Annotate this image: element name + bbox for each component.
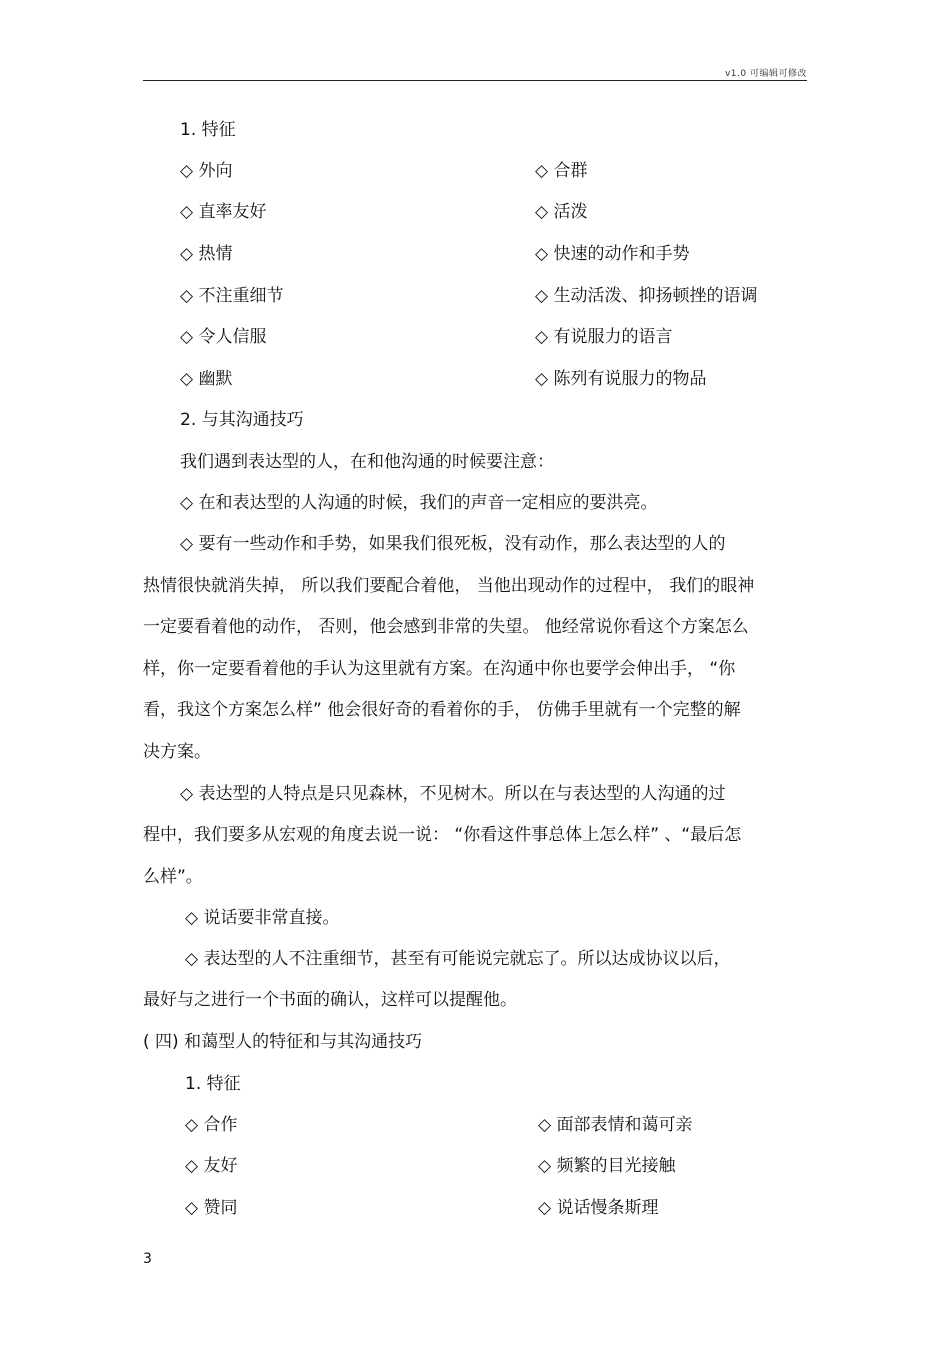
- paragraph-line: 热情很快就消失掉， 所以我们要配合着他， 当他出现动作的过程中， 我们的眼神: [143, 576, 755, 596]
- paragraph-line: 一定要看着他的动作， 否则，他会感到非常的失望。 他经常说你看这个方案怎么: [143, 617, 749, 637]
- trait-item: ◇ 快速的动作和手势: [535, 244, 690, 264]
- section-heading: ( 四) 和蔼型人的特征和与其沟通技巧: [143, 1032, 423, 1052]
- trait-item: ◇ 有说服力的语言: [535, 327, 673, 347]
- trait-item: ◇ 热情: [180, 244, 233, 264]
- trait-item: ◇ 生动活泼、抑扬顿挫的语调: [535, 286, 758, 306]
- trait-item: ◇ 幽默: [180, 369, 233, 389]
- trait-item: ◇ 令人信服: [180, 327, 267, 347]
- paragraph-line: 看，我这个方案怎么样” 他会很好奇的看着你的手， 仿佛手里就有一个完整的解: [143, 700, 741, 720]
- trait-item: ◇ 友好: [185, 1156, 238, 1176]
- paragraph-line: 我们遇到表达型的人，在和他沟通的时候要注意：: [180, 452, 554, 472]
- section-heading: 1. 特征: [180, 120, 236, 140]
- section-heading: 1. 特征: [185, 1074, 241, 1094]
- trait-item: ◇ 陈列有说服力的物品: [535, 369, 707, 389]
- header-rule: [143, 80, 807, 81]
- paragraph-line: 决方案。: [143, 742, 211, 762]
- tip-item: ◇ 说话要非常直接。: [185, 908, 340, 928]
- paragraph-line: 样，你一定要看着他的手认为这里就有方案。在沟通中你也要学会伸出手， “你: [143, 659, 736, 679]
- trait-item: ◇ 赞同: [185, 1198, 238, 1218]
- tip-item: ◇ 表达型的人不注重细节，甚至有可能说完就忘了。所以达成协议以后，: [185, 949, 731, 969]
- header-note: v1.0 可编辑可修改: [724, 69, 807, 79]
- tip-item: ◇ 表达型的人特点是只见森林，不见树木。所以在与表达型的人沟通的过: [180, 784, 726, 804]
- tip-item: ◇ 在和表达型的人沟通的时候，我们的声音一定相应的要洪亮。: [180, 493, 658, 513]
- trait-item: ◇ 面部表情和蔼可亲: [538, 1115, 693, 1135]
- paragraph-line: 最好与之进行一个书面的确认，这样可以提醒他。: [143, 990, 517, 1010]
- trait-item: ◇ 合作: [185, 1115, 238, 1135]
- section-heading: 2. 与其沟通技巧: [180, 410, 304, 430]
- page-number: 3: [143, 1251, 152, 1267]
- trait-item: ◇ 说话慢条斯理: [538, 1198, 659, 1218]
- paragraph-line: 么样”。: [143, 867, 203, 887]
- trait-item: ◇ 直率友好: [180, 202, 267, 222]
- trait-item: ◇ 不注重细节: [180, 286, 284, 306]
- trait-item: ◇ 活泼: [535, 202, 588, 222]
- tip-item: ◇ 要有一些动作和手势，如果我们很死板，没有动作，那么表达型的人的: [180, 534, 726, 554]
- trait-item: ◇ 外向: [180, 161, 233, 181]
- trait-item: ◇ 合群: [535, 161, 588, 181]
- paragraph-line: 程中，我们要多从宏观的角度去说一说： “你看这件事总体上怎么样” 、“最后怎: [143, 825, 742, 845]
- trait-item: ◇ 频繁的目光接触: [538, 1156, 676, 1176]
